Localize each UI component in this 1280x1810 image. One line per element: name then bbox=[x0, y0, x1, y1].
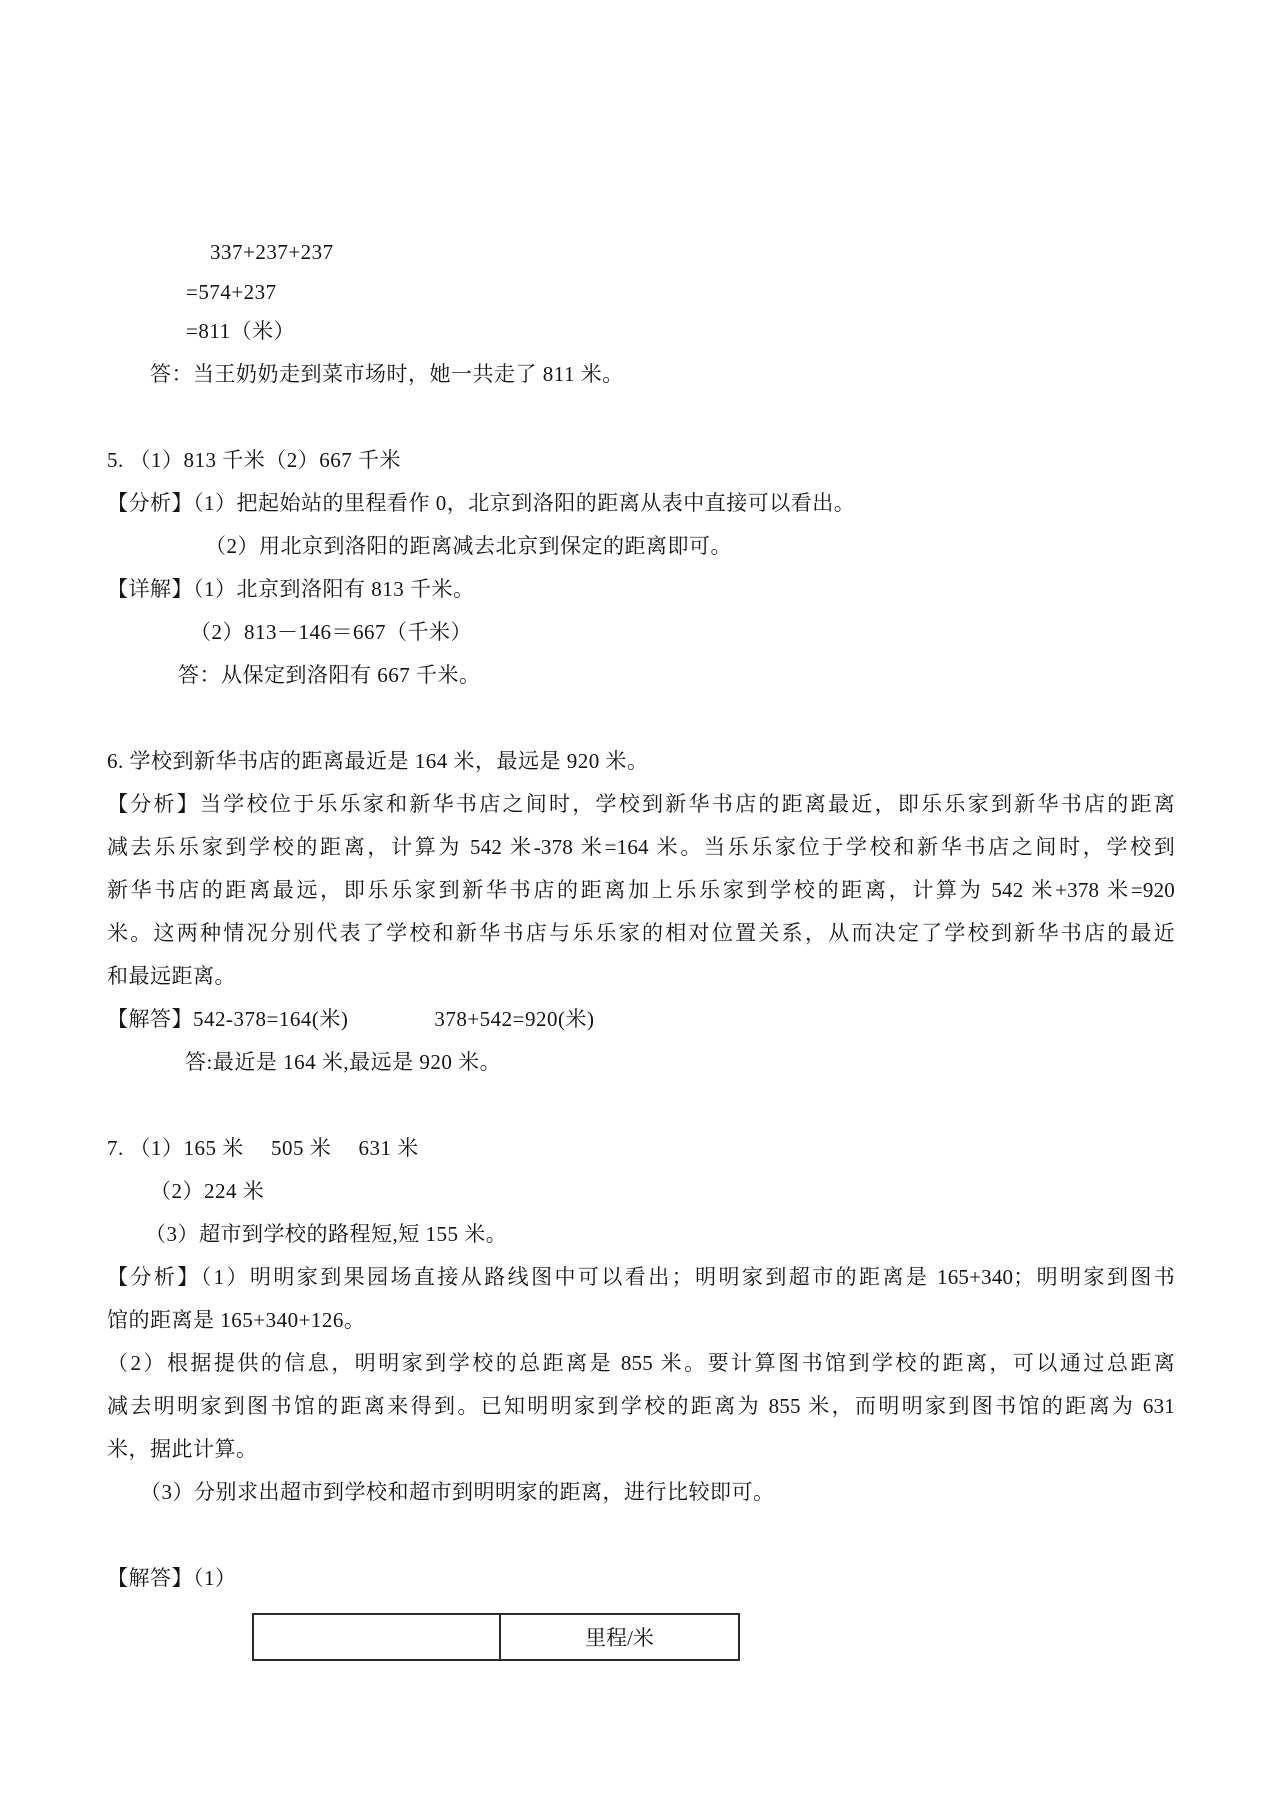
doc-line-10: 答：从保定到洛阳有 667 千米。 bbox=[178, 663, 481, 687]
mileage-table bbox=[252, 1613, 740, 1661]
doc-line-2: =574+237 bbox=[186, 280, 277, 304]
doc-line-14: 新华书店的距离最远，即乐乐家到新华书店的距离加上乐乐家到学校的距离，计算为 542 米+378 米=920 bbox=[107, 878, 1175, 902]
doc-line-13: 减去乐乐家到学校的距离，计算为 542 米-378 米=164 米。当乐乐家位于学校和新华书店之间时，学校到 bbox=[107, 835, 1175, 859]
doc-line-9: （2）813－146＝667（千米） bbox=[190, 620, 472, 644]
doc-line-5: 5. （1）813 千米（2）667 千米 bbox=[107, 448, 401, 472]
doc-line-20: （2）224 米 bbox=[150, 1179, 265, 1203]
doc-line-27: （3）分别求出超市到学校和超市到明明家的距离，进行比较即可。 bbox=[140, 1480, 775, 1504]
doc-line-12: 【分析】当学校位于乐乐家和新华书店之间时，学校到新华书店的距离最近，即乐乐家到新华书店的距离 bbox=[107, 792, 1175, 816]
doc-line-19: 7. （1）165 米 505 米 631 米 bbox=[107, 1136, 419, 1160]
doc-line-17: 【解答】542-378=164(米) 378+542=920(米) bbox=[107, 1007, 595, 1031]
doc-line-4: 答：当王奶奶走到菜市场时，她一共走了 811 米。 bbox=[150, 362, 624, 386]
doc-line-16: 和最远距离。 bbox=[107, 964, 236, 988]
doc-line-15: 米。这两种情况分别代表了学校和新华书店与乐乐家的相对位置关系，从而决定了学校到新华书店的最近 bbox=[107, 921, 1175, 945]
doc-line-3: =811（米） bbox=[186, 319, 296, 343]
doc-line-21: （3）超市到学校的路程短,短 155 米。 bbox=[145, 1222, 508, 1246]
doc-line-23: 馆的距离是 165+340+126。 bbox=[107, 1308, 366, 1332]
doc-line-1: 337+237+237 bbox=[210, 240, 334, 264]
doc-line-8: 【详解】（1）北京到洛阳有 813 千米。 bbox=[107, 577, 475, 601]
doc-line-6: 【分析】（1）把起始站的里程看作 0，北京到洛阳的距离从表中直接可以看出。 bbox=[107, 491, 856, 515]
table-row bbox=[253, 1614, 739, 1660]
mileage-table-header-cell: 里程/米 bbox=[500, 1614, 739, 1660]
mileage-table-empty-cell bbox=[253, 1614, 500, 1660]
doc-line-7: （2）用北京到洛阳的距离减去北京到保定的距离即可。 bbox=[205, 534, 732, 558]
doc-line-22: 【分析】（1）明明家到果园场直接从路线图中可以看出；明明家到超市的距离是 165+340；明明家到图书 bbox=[107, 1265, 1175, 1289]
doc-line-25: 减去明明家到图书馆的距离来得到。已知明明家到学校的距离为 855 米，而明明家到图书馆的距离为 631 bbox=[107, 1394, 1175, 1418]
doc-line-18: 答:最近是 164 米,最远是 920 米。 bbox=[185, 1050, 502, 1074]
doc-line-26: 米，据此计算。 bbox=[107, 1437, 258, 1461]
doc-line-28: 【解答】（1） bbox=[107, 1566, 237, 1590]
doc-line-11: 6. 学校到新华书店的距离最近是 164 米，最远是 920 米。 bbox=[107, 749, 649, 773]
doc-line-24: （2）根据提供的信息，明明家到学校的总距离是 855 米。要计算图书馆到学校的距离，可以通过总距离 bbox=[107, 1351, 1175, 1375]
